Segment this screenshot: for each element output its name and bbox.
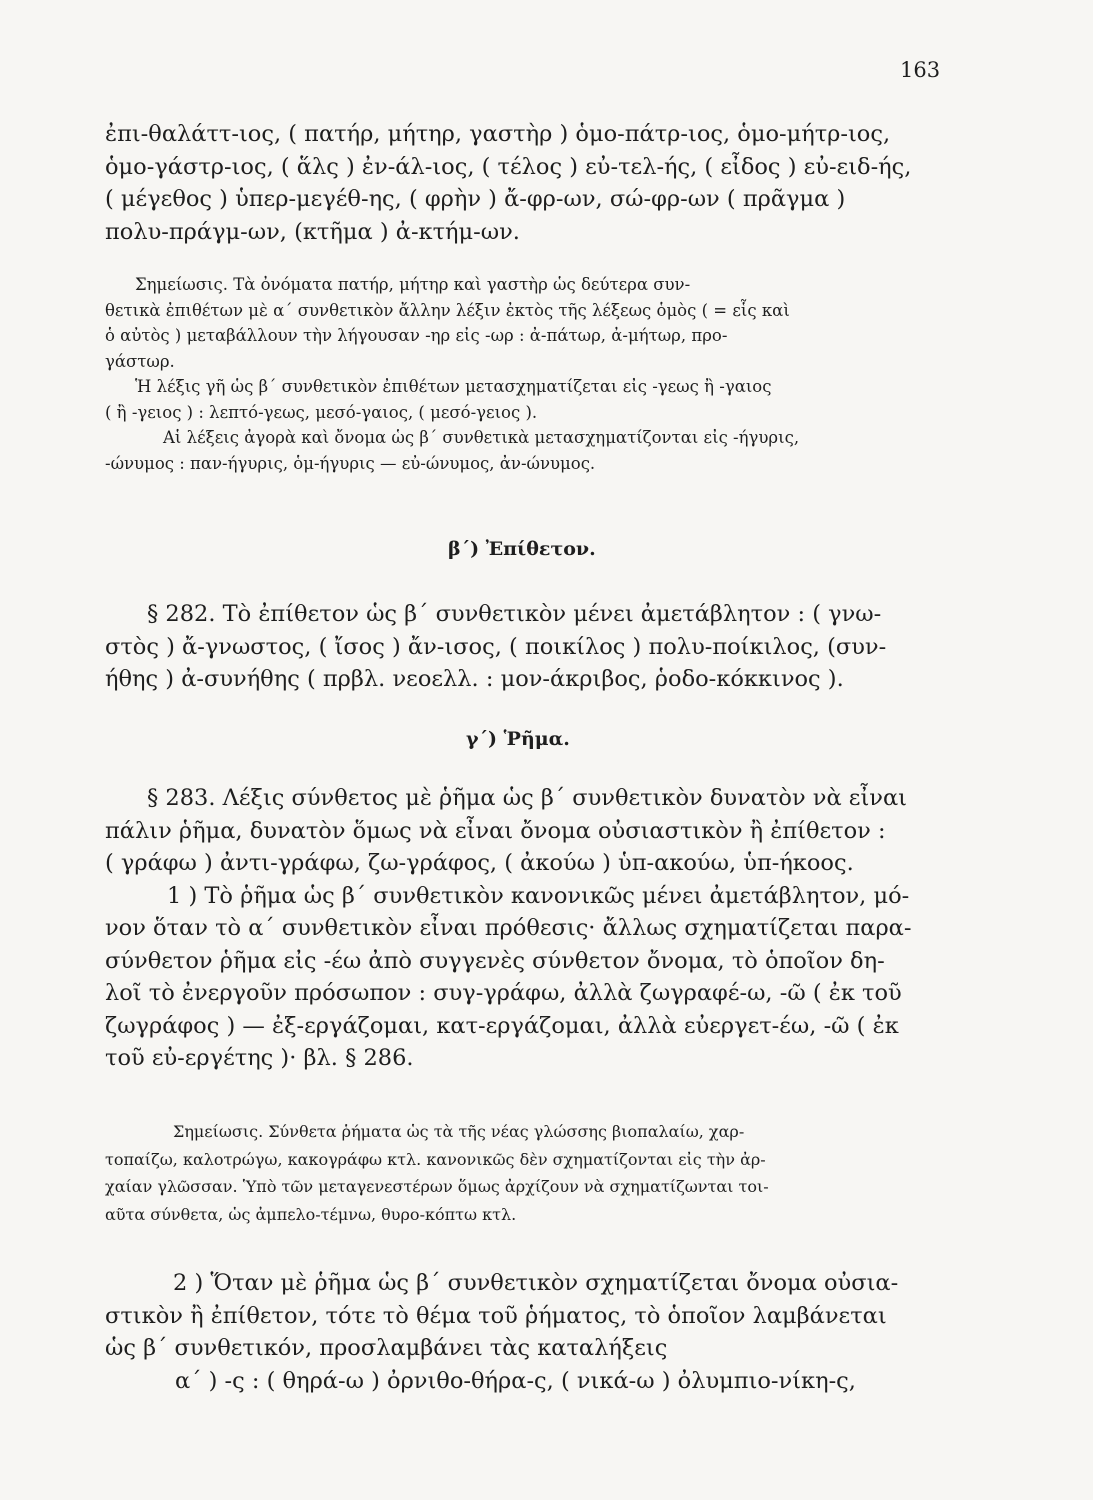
- examples-paragraph: [105, 118, 965, 248]
- section-282: [105, 598, 965, 696]
- text-line: γάστωρ.: [105, 351, 175, 371]
- text-line: σύνθετον ῥῆμα εἰς -έω ἀπὸ συγγενὲς σύνθετον ὄνομα, τὸ ὁποῖον δη-: [105, 947, 885, 974]
- text-line: -ώνυμος : παν-ήγυρις, ὁμ-ήγυρις — εὐ-ώνυμος, ἀν-ώνυμος.: [105, 453, 596, 473]
- note-paragraph-1: [105, 272, 965, 476]
- text-line: α΄ ) -ς : ( θηρά-ω ) ὀρνιθο-θήρα-ς, ( νικά-ω ) ὀλυμπιο-νίκη-ς,: [175, 1367, 856, 1394]
- subsection-2: [105, 1267, 965, 1397]
- text-line: πάλιν ῥῆμα, δυνατὸν ὅμως νὰ εἶναι ὄνομα οὐσιαστικὸν ἢ ἐπίθετον :: [105, 817, 886, 844]
- text-line: Σημείωσις. Σύνθετα ῥήματα ὡς τὰ τῆς νέας γλώσσης βιοπαλαίω, χαρ-: [173, 1122, 745, 1141]
- text-line: ὡς β΄ συνθετικόν, προσλαμβάνει τὰς καταλήξεις: [105, 1335, 668, 1361]
- text-line: § 283. Λέξις σύνθετος μὲ ῥῆμα ὡς β΄ συνθετικὸν δυνατὸν νὰ εἶναι: [147, 785, 907, 811]
- text-line: στὸς ) ἄ-γνωστος, ( ἴσος ) ἄν-ισος, ( ποικίλος ) πολυ-ποίκιλος, (συν-: [105, 633, 887, 660]
- text-line: ( γράφω ) ἀντι-γράφω, ζω-γράφος, ( ἀκούω ) ὑπ-ακούω, ὑπ-ήκοος.: [105, 850, 854, 876]
- text-line: ὁ αὐτὸς ) μεταβάλλουν τὴν λήγουσαν -ηρ εἰς -ωρ : ἀ-πάτωρ, ἀ-μήτωρ, προ-: [105, 326, 728, 345]
- text-line: ζωγράφος ) — ἐξ-εργάζομαι, κατ-εργάζομαι, ἀλλὰ εὐεργετ-έω, -ῶ ( ἐκ: [105, 1012, 899, 1039]
- note-paragraph-2: [105, 1118, 965, 1228]
- text-line: Αἱ λέξεις ἀγορὰ καὶ ὄνομα ὡς β΄ συνθετικὰ μετασχηματίζονται εἰς -ήγυρις,: [163, 428, 800, 447]
- section-283: [105, 782, 965, 1075]
- text-line: ήθης ) ἀ-συνήθης ( πρβλ. νεοελλ. : μον-άκριβος, ῥοδο-κόκκινος ).: [105, 666, 844, 692]
- text-line: ( ἢ -γειος ) : λεπτό-γεως, μεσό-γαιος, ( μεσό-γειος ).: [105, 402, 538, 422]
- page-number: 163: [900, 58, 941, 82]
- section-heading-verb: γ΄) Ῥῆμα.: [466, 728, 570, 750]
- text-line: § 282. Τὸ ἐπίθετον ὡς β΄ συνθετικὸν μένει ἀμετάβλητον : ( γνω-: [147, 601, 882, 627]
- text-line: ( μέγεθος ) ὑπερ-μεγέθ-ης, ( φρὴν ) ἄ-φρ-ων, σώ-φρ-ων ( πρᾶγμα ): [105, 186, 846, 212]
- text-line: πολυ-πράγμ-ων, (κτῆμα ) ἀ-κτήμ-ων.: [105, 218, 520, 245]
- text-line: λοῖ τὸ ἐνεργοῦν πρόσωπον : συγ-γράφω, ἀλλὰ ζωγραφέ-ω, -ῶ ( ἐκ τοῦ: [105, 980, 902, 1006]
- text-line: Σημείωσις. Τὰ ὀνόματα πατήρ, μήτηρ καὶ γαστὴρ ὡς δεύτερα συν-: [135, 275, 691, 294]
- text-line: στικὸν ἢ ἐπίθετον, τότε τὸ θέμα τοῦ ῥήματος, τὸ ὁποῖον λαμβάνεται: [105, 1302, 887, 1329]
- text-line: αῦτα σύνθετα, ὡς ἀμπελο-τέμνω, θυρο-κόπτω κτλ.: [105, 1204, 517, 1224]
- text-line: ὁμο-γάστρ-ιος, ( ἅλς ) ἐν-άλ-ιος, ( τέλος ) εὐ-τελ-ής, ( εἶδος ) εὐ-ειδ-ής,: [105, 153, 912, 180]
- section-heading-adjective: β΄) Ἐπίθετον.: [448, 538, 596, 560]
- text-line: Ἡ λέξις γῆ ὡς β΄ συνθετικὸν ἐπιθέτων μετασχηματίζεται εἰς -γεως ἢ -γαιος: [135, 377, 772, 396]
- text-line: 2 ) Ὅταν μὲ ῥῆμα ὡς β΄ συνθετικὸν σχηματίζεται ὄνομα οὐσια-: [173, 1270, 899, 1296]
- text-line: θετικὰ ἐπιθέτων μὲ α΄ συνθετικὸν ἄλλην λέξιν ἐκτὸς τῆς λέξεως ὁμὸς ( = εἷς καὶ: [105, 300, 790, 320]
- text-line: ἐπι-θαλάττ-ιος, ( πατήρ, μήτηρ, γαστὴρ ) ὁμο-πάτρ-ιος, ὁμο-μήτρ-ιος,: [105, 121, 891, 147]
- text-line: τοπαίζω, καλοτρώγω, κακογράφω κτλ. κανονικῶς δὲν σχηματίζονται εἰς τὴν ἀρ-: [105, 1149, 766, 1169]
- text-line: 1 ) Τὸ ῥῆμα ὡς β΄ συνθετικὸν κανονικῶς μένει ἀμετάβλητον, μό-: [167, 882, 910, 909]
- text-line: χαίαν γλῶσσαν. Ὑπὸ τῶν μεταγενεστέρων ὅμως ἀρχίζουν νὰ σχηματίζωνται τοι-: [105, 1177, 769, 1196]
- text-line: τοῦ εὐ-εργέτης )· βλ. § 286.: [105, 1045, 414, 1071]
- text-line: νον ὅταν τὸ α΄ συνθετικὸν εἶναι πρόθεσις· ἄλλως σχηματίζεται παρα-: [105, 915, 912, 941]
